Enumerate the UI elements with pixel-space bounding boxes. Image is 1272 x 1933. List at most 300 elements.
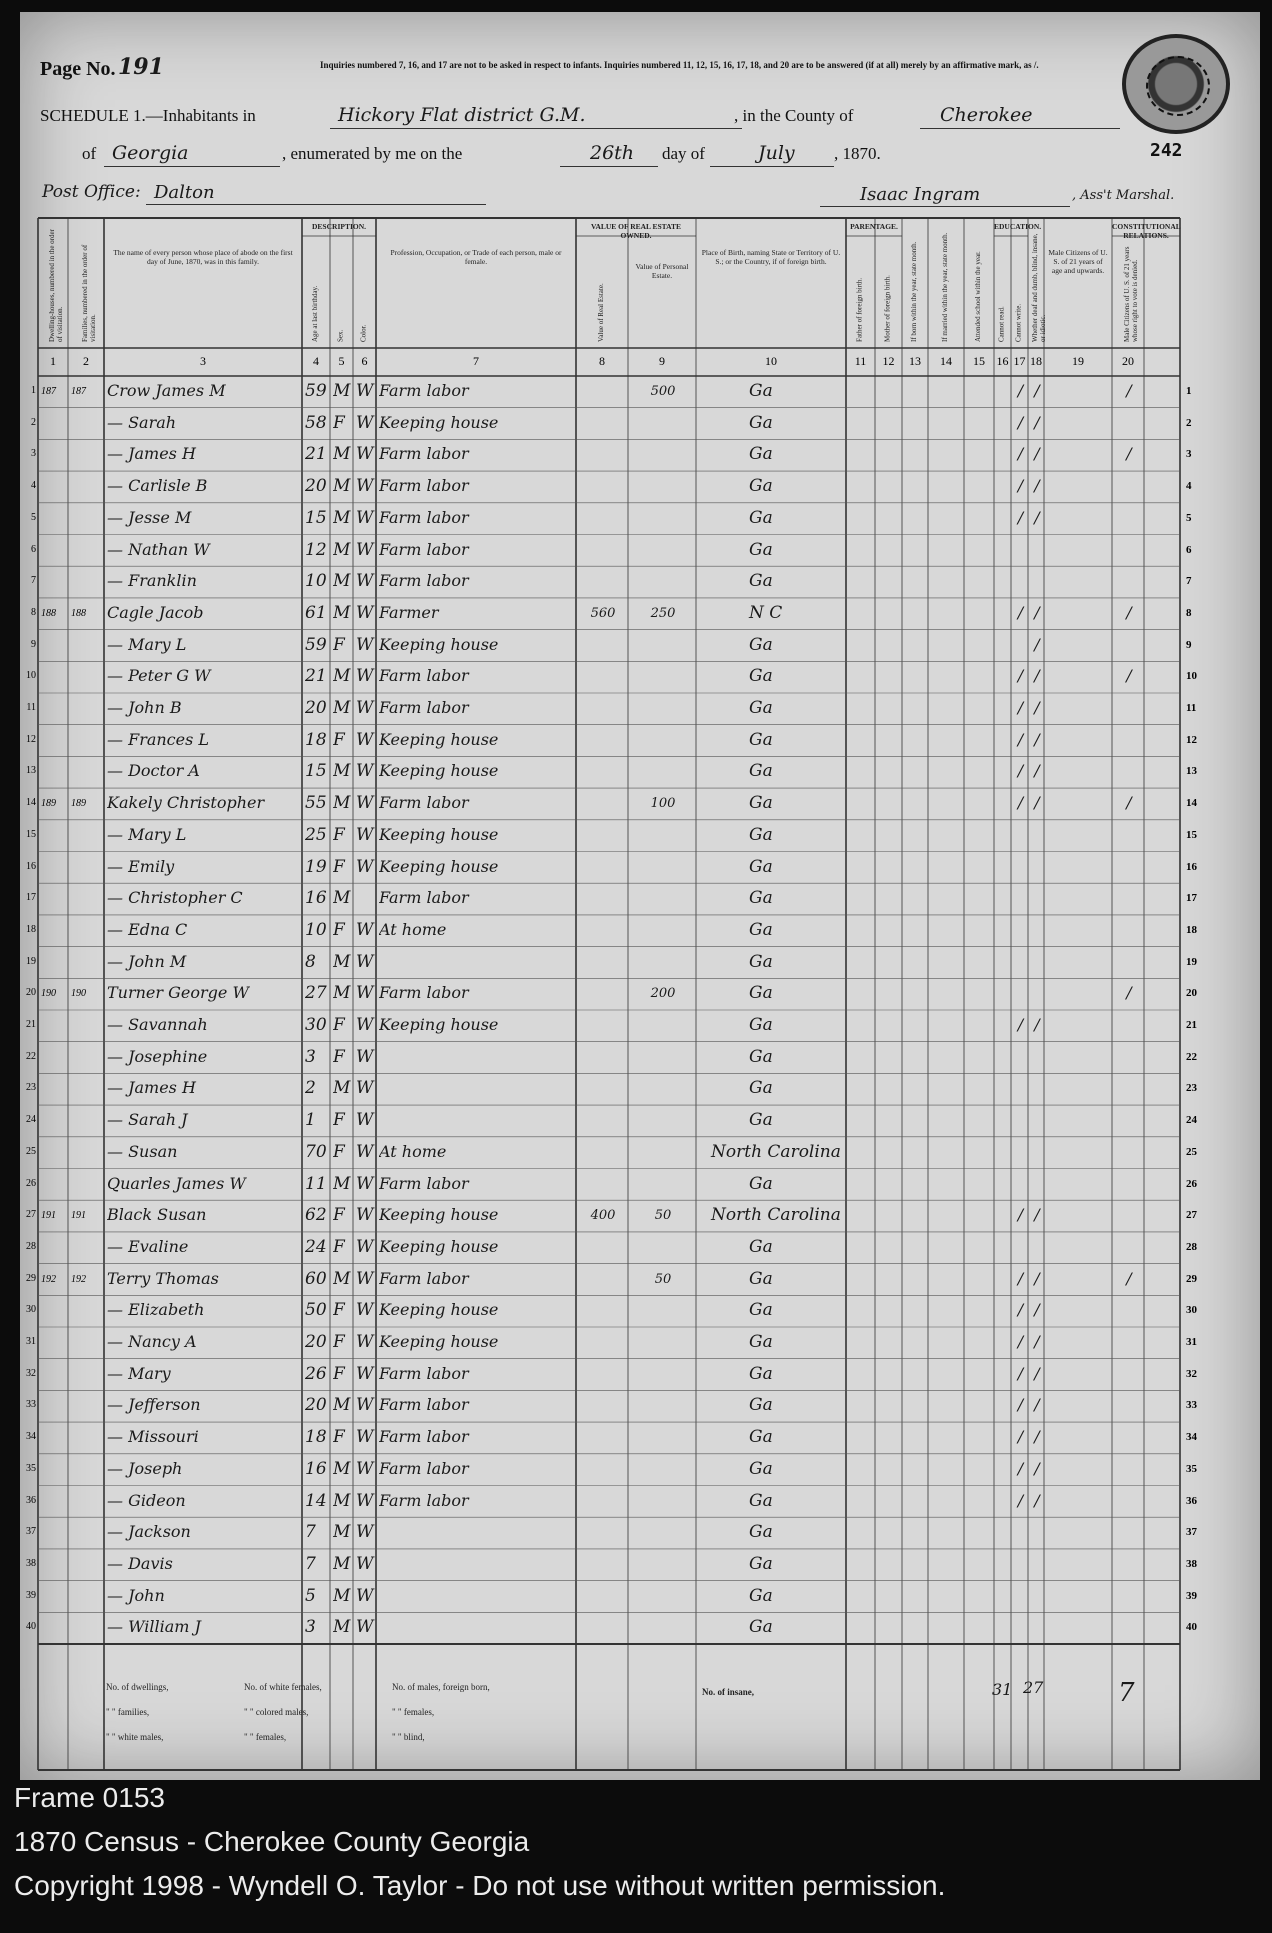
cell-age: 55: [305, 793, 327, 814]
cell-c17: /: [1034, 761, 1040, 781]
cell-color: W: [356, 539, 374, 560]
cell-color: W: [356, 381, 374, 401]
cell-color: W: [356, 1078, 374, 1099]
cell-sex: F: [333, 1110, 345, 1131]
right-line-number: 10: [1186, 670, 1197, 683]
post-office: Dalton: [154, 182, 215, 203]
enumeration-day: 26th: [590, 142, 635, 164]
cell-color: W: [356, 1617, 374, 1638]
cell-birthplace: Ga: [749, 1617, 773, 1638]
cell-c17: /: [1034, 1490, 1040, 1510]
cell-name: — Franklin: [107, 571, 197, 591]
cell-c16: /: [1017, 1363, 1024, 1383]
cell-c17: /: [1034, 666, 1040, 686]
cell-color: W: [356, 476, 374, 497]
cell-sex: F: [333, 634, 345, 655]
cell-name: — Savannah: [107, 1015, 208, 1034]
cell-birthplace: North Carolina: [711, 1141, 841, 1162]
right-line-number: 5: [1186, 511, 1192, 524]
cell-age: 16: [305, 1458, 327, 1479]
cell-age: 58: [305, 412, 327, 433]
cell-name: — Frances L: [107, 729, 210, 749]
cell-age: 59: [305, 634, 327, 655]
cell-sex: M: [333, 381, 351, 401]
cell-birthplace: Ga: [749, 856, 773, 877]
cell-family: 191: [71, 1210, 86, 1222]
column-header-6: Color.: [359, 324, 368, 342]
cell-color: W: [356, 983, 374, 1004]
cell-occupation: Farm labor: [379, 793, 469, 813]
cell-age: 30: [305, 1015, 327, 1035]
cell-age: 11: [305, 1173, 327, 1194]
cell-name: Quarles James W: [107, 1173, 246, 1193]
cell-age: 18: [305, 729, 327, 750]
cell-occupation: Keeping house: [379, 1332, 499, 1351]
right-line-number: 33: [1186, 1399, 1197, 1412]
cell-c17: /: [1034, 602, 1040, 622]
cell-sex: F: [333, 919, 345, 940]
cell-age: 16: [305, 888, 327, 909]
cell-color: W: [356, 1490, 374, 1511]
cell-name: — Elizabeth: [107, 1300, 205, 1320]
cell-c19: /: [1126, 1268, 1132, 1288]
cell-birthplace: Ga: [749, 793, 773, 814]
right-line-number: 15: [1186, 828, 1197, 841]
cell-name: Turner George W: [107, 983, 249, 1003]
cell-occupation: Farm labor: [379, 1268, 469, 1288]
cell-birthplace: N C: [749, 602, 783, 623]
cell-name: — Josephine: [107, 1046, 208, 1066]
cell-age: 3: [305, 1617, 316, 1638]
column-header-9: Value of Personal Estate.: [635, 262, 689, 280]
cell-sex: F: [333, 1015, 345, 1035]
cell-dwelling: 192: [41, 1273, 56, 1285]
cell-color: W: [356, 698, 374, 718]
left-line-number: 30: [26, 1304, 36, 1316]
left-line-number: 14: [26, 797, 36, 809]
column-header-17: Cannot write.: [1014, 303, 1023, 342]
right-line-number: 30: [1186, 1304, 1197, 1317]
cell-c16: /: [1017, 1395, 1024, 1415]
cell-name: Cagle Jacob: [107, 602, 204, 622]
cell-sex: M: [333, 1458, 351, 1479]
instructions: Inquiries numbered 7, 16, and 17 are not to be asked in respect to infants. Inquiries numbered 11, 12, 15, 16, 17, 18, and 20 are to be answered (if at all) merely by an affirmative mark, as /.: [320, 60, 1039, 70]
cell-name: — James H: [107, 444, 196, 464]
state: Georgia: [112, 142, 189, 164]
cell-c17: /: [1034, 1300, 1040, 1320]
cell-age: 15: [305, 507, 327, 528]
left-line-number: 3: [31, 448, 36, 460]
cell-name: — Joseph: [107, 1458, 183, 1478]
cell-occupation: Farm labor: [379, 571, 469, 591]
column-number-20: 20: [1122, 354, 1134, 368]
cell-occupation: Farmer: [379, 602, 439, 622]
cell-c16: /: [1017, 729, 1024, 749]
cell-age: 27: [305, 983, 327, 1004]
cell-sex: M: [333, 666, 351, 687]
cell-name: — Nathan W: [107, 539, 210, 559]
cell-birthplace: Ga: [749, 666, 773, 687]
cell-age: 14: [305, 1490, 327, 1511]
column-number-12: 12: [882, 354, 895, 368]
cell-color: W: [356, 1458, 374, 1479]
left-line-number: 9: [31, 638, 36, 650]
cell-occupation: Farm labor: [379, 888, 469, 908]
cell-birthplace: Ga: [749, 919, 773, 940]
cell-occupation: Keeping house: [379, 824, 499, 844]
cell-c17: /: [1034, 444, 1040, 464]
cell-dwelling: 187: [41, 386, 56, 397]
cell-occupation: Farm labor: [379, 666, 469, 686]
cell-occupation: Farm labor: [379, 698, 469, 717]
right-line-number: 38: [1186, 1557, 1197, 1570]
cell-birthplace: Ga: [749, 1363, 773, 1384]
right-line-number: 8: [1186, 606, 1192, 619]
right-line-number: 24: [1186, 1114, 1197, 1127]
schedule-label: SCHEDULE 1.—Inhabitants in: [40, 106, 256, 125]
column-number-1: 1: [50, 354, 56, 368]
cell-personal: 500: [650, 384, 676, 399]
image-caption: [14, 1776, 945, 1908]
cell-color: W: [356, 444, 374, 465]
cell-sex: M: [333, 1585, 351, 1606]
left-line-number: 38: [26, 1557, 36, 1569]
cell-occupation: Farm labor: [379, 507, 469, 527]
right-line-number: 2: [1186, 416, 1192, 429]
footer-dwellings: No. of dwellings,: [106, 1682, 169, 1692]
right-line-number: 13: [1186, 765, 1197, 778]
cell-c17: /: [1034, 412, 1040, 432]
cell-color: W: [356, 602, 374, 623]
cell-c16: /: [1017, 1015, 1024, 1034]
column-number-5: 5: [338, 354, 345, 368]
cell-occupation: Farm labor: [379, 1427, 469, 1447]
left-line-number: 27: [26, 1209, 36, 1221]
right-line-number: 11: [1186, 702, 1197, 714]
census-sheet: [20, 12, 1260, 1780]
cell-sex: F: [333, 1332, 345, 1352]
left-line-number: 24: [26, 1114, 36, 1126]
cell-sex: M: [333, 1173, 351, 1194]
cell-color: W: [356, 1141, 374, 1162]
cell-age: 7: [305, 1553, 316, 1574]
cell-color: W: [356, 1300, 374, 1321]
cell-birthplace: Ga: [749, 1332, 773, 1352]
cell-color: W: [356, 1522, 374, 1543]
left-line-number: 5: [31, 511, 36, 523]
right-line-number: 26: [1186, 1177, 1197, 1190]
cell-personal: 100: [650, 796, 676, 812]
column-header-2: Families, numbered in the order of visitation.: [81, 244, 97, 342]
right-line-number: 36: [1186, 1494, 1197, 1507]
caption-frame: Frame 0153: [14, 1782, 165, 1813]
column-number-8: 8: [599, 354, 605, 368]
right-line-number: 12: [1186, 733, 1197, 746]
footer-foreign-females: " " females,: [392, 1707, 435, 1717]
cell-birthplace: Ga: [749, 1015, 773, 1035]
cell-color: W: [356, 1046, 374, 1067]
cell-c16: /: [1017, 507, 1024, 527]
column-number-4: 4: [313, 354, 319, 368]
left-line-number: 16: [26, 860, 36, 872]
left-line-number: 19: [26, 955, 36, 967]
cell-c17: /: [1034, 1458, 1040, 1478]
cell-birthplace: Ga: [749, 761, 773, 782]
left-line-number: 17: [26, 892, 36, 904]
cell-age: 1: [305, 1110, 316, 1131]
cell-birthplace: Ga: [749, 698, 773, 718]
cell-family: 190: [71, 988, 86, 1000]
cell-age: 20: [305, 698, 327, 718]
cell-sex: M: [333, 1490, 351, 1511]
enumeration-month: July: [758, 142, 795, 164]
left-line-number: 7: [31, 575, 36, 587]
cell-occupation: Farm labor: [379, 1490, 469, 1510]
right-line-number: 28: [1186, 1240, 1197, 1253]
footer-foreign-males: No. of males, foreign born,: [392, 1682, 490, 1692]
cell-name: Black Susan: [107, 1205, 207, 1225]
column-header-19: Male Citizens of U. S. of 21 years of age and upwards.: [1048, 248, 1108, 275]
cell-sex: M: [333, 602, 351, 623]
group-header-parentage: PARENTAGE.: [850, 222, 898, 231]
left-line-number: 25: [26, 1145, 36, 1157]
cell-name: — Evaline: [107, 1236, 189, 1256]
cell-name: — Edna C: [107, 919, 188, 939]
right-line-number: 19: [1186, 955, 1197, 968]
cell-birthplace: Ga: [749, 1395, 773, 1416]
right-line-number: 4: [1186, 480, 1192, 493]
cell-age: 24: [305, 1236, 327, 1257]
cell-birthplace: Ga: [749, 1078, 773, 1099]
cell-occupation: Keeping house: [379, 856, 499, 876]
cell-sex: M: [333, 793, 351, 814]
cell-age: 8: [305, 951, 316, 972]
right-line-number: 27: [1186, 1209, 1197, 1222]
cell-c16: /: [1017, 761, 1024, 781]
cell-occupation: Keeping house: [379, 729, 499, 749]
column-header-11: Father of foreign birth.: [855, 277, 864, 342]
cell-birthplace: Ga: [749, 444, 773, 465]
cell-name: — James H: [107, 1078, 196, 1098]
cell-color: W: [356, 919, 374, 940]
cell-color: W: [356, 1173, 374, 1194]
cell-occupation: Farm labor: [379, 1395, 469, 1415]
column-header-14: If married within the year, state month.: [941, 232, 949, 342]
cell-c16: /: [1017, 444, 1024, 464]
cell-age: 59: [305, 381, 327, 401]
cell-sex: M: [333, 1553, 351, 1574]
cell-sex: F: [333, 1205, 345, 1226]
cell-color: W: [356, 1585, 374, 1606]
cell-name: — Mary L: [107, 824, 187, 844]
cell-occupation: Keeping house: [379, 1236, 499, 1256]
cell-birthplace: Ga: [749, 1458, 773, 1479]
cell-color: W: [356, 1110, 374, 1131]
cell-sex: F: [333, 824, 345, 845]
cell-occupation: Keeping house: [379, 634, 499, 654]
cell-birthplace: Ga: [749, 983, 773, 1004]
cell-birthplace: Ga: [749, 1300, 773, 1321]
cell-real: 400: [590, 1208, 616, 1224]
left-line-number: 23: [26, 1082, 36, 1094]
cell-name: — Emily: [107, 856, 175, 876]
left-line-number: 39: [26, 1589, 36, 1601]
left-line-number: 8: [31, 606, 36, 618]
cell-c16: /: [1017, 381, 1024, 400]
footer-females: " " females,: [244, 1732, 287, 1742]
cell-color: W: [356, 1363, 374, 1384]
cell-family: 192: [71, 1273, 86, 1285]
cell-sex: F: [333, 1363, 345, 1384]
cell-c16: /: [1017, 1268, 1024, 1288]
cell-birthplace: Ga: [749, 1427, 773, 1448]
cell-sex: M: [333, 1617, 351, 1638]
column-number-17: 17: [1013, 354, 1026, 368]
cell-occupation: Farm labor: [379, 476, 469, 496]
cell-occupation: Farm labor: [379, 1458, 469, 1478]
left-line-number: 15: [26, 828, 36, 840]
right-line-number: 21: [1186, 1019, 1197, 1031]
cell-age: 18: [305, 1427, 327, 1448]
cell-personal: 50: [654, 1271, 672, 1287]
cell-name: — John: [107, 1585, 165, 1605]
column-number-15: 15: [973, 354, 985, 368]
cell-sex: F: [333, 412, 345, 433]
cell-name: — Sarah: [107, 412, 177, 432]
cell-sex: F: [333, 1046, 345, 1067]
column-header-4: Age at last birthday.: [311, 285, 319, 342]
cell-c17: /: [1034, 476, 1040, 496]
cell-name: — Gideon: [107, 1490, 186, 1510]
cell-age: 7: [305, 1522, 316, 1543]
cell-name: — Mary: [107, 1363, 171, 1383]
column-number-11: 11: [854, 354, 867, 368]
right-line-number: 3: [1186, 448, 1192, 461]
cell-color: W: [356, 1427, 374, 1448]
cell-c19: /: [1126, 381, 1132, 400]
cell-sex: M: [333, 539, 351, 560]
group-header-education: EDUCATION.: [994, 222, 1042, 231]
cell-sex: M: [333, 476, 351, 497]
cell-name: — Susan: [107, 1141, 178, 1161]
cell-dwelling: 191: [41, 1210, 56, 1222]
cell-birthplace: Ga: [749, 1585, 773, 1606]
column-number-14: 14: [940, 354, 952, 368]
cell-age: 70: [305, 1141, 327, 1162]
cell-name: — Jackson: [107, 1522, 191, 1542]
cell-age: 60: [305, 1268, 327, 1289]
cell-sex: F: [333, 1236, 345, 1257]
cell-dwelling: 189: [41, 798, 56, 810]
left-line-number: 1: [31, 385, 36, 396]
left-line-number: 35: [26, 1462, 36, 1474]
cell-age: 21: [305, 444, 327, 465]
cell-c17: /: [1034, 381, 1040, 400]
cell-birthplace: Ga: [749, 539, 773, 560]
right-line-number: 29: [1186, 1272, 1197, 1285]
cell-color: W: [356, 1268, 374, 1289]
cell-occupation: Farm labor: [379, 381, 469, 400]
cell-age: 20: [305, 476, 327, 497]
left-line-number: 6: [31, 543, 36, 555]
cell-occupation: Keeping house: [379, 1205, 499, 1225]
cell-sex: M: [333, 507, 351, 528]
cell-personal: 250: [650, 605, 676, 621]
cell-color: W: [356, 666, 374, 687]
cell-age: 2: [305, 1078, 316, 1099]
cell-c17: /: [1034, 1427, 1040, 1447]
column-number-9: 9: [659, 354, 665, 368]
left-line-number: 20: [26, 987, 36, 999]
cell-occupation: Keeping house: [379, 1015, 499, 1034]
cell-c17: /: [1034, 507, 1040, 527]
cell-occupation: At home: [379, 919, 447, 939]
cell-c17: /: [1034, 1268, 1040, 1288]
cell-name: — Carlisle B: [107, 476, 208, 496]
cell-name: — Peter G W: [107, 666, 211, 686]
cell-c16: /: [1017, 412, 1024, 432]
cell-c16: /: [1017, 1205, 1024, 1225]
cell-occupation: At home: [379, 1141, 447, 1161]
cell-c19: /: [1126, 602, 1132, 622]
cell-birthplace: Ga: [749, 412, 773, 433]
county: Cherokee: [940, 104, 1033, 126]
left-line-number: 33: [26, 1399, 36, 1411]
cell-birthplace: Ga: [749, 1553, 773, 1574]
cell-c17: /: [1034, 698, 1040, 717]
column-number-18: 18: [1030, 354, 1042, 368]
right-line-number: 40: [1186, 1621, 1197, 1634]
right-line-number: 1: [1186, 385, 1192, 397]
left-line-number: 40: [26, 1621, 36, 1633]
column-header-3: The name of every person whose place of abode on the first day of June, 1870, was in this family.: [113, 248, 293, 266]
column-header-13: If born within the year, state month.: [910, 241, 918, 342]
left-line-number: 4: [31, 480, 36, 492]
left-line-number: 34: [26, 1431, 36, 1443]
left-line-number: 21: [26, 1019, 36, 1030]
enumerated-label: , enumerated by me on the: [282, 144, 463, 163]
left-line-number: 32: [26, 1367, 36, 1379]
cell-birthplace: Ga: [749, 888, 773, 909]
cell-birthplace: Ga: [749, 507, 773, 528]
cell-sex: M: [333, 1268, 351, 1289]
right-line-number: 31: [1186, 1336, 1197, 1348]
cell-name: — John M: [107, 951, 187, 971]
footer-insane: No. of insane,: [702, 1687, 755, 1697]
cell-age: 62: [305, 1205, 327, 1226]
right-line-number: 16: [1186, 860, 1197, 873]
group-header-value: VALUE OF REAL ESTATE OWNED.: [591, 222, 681, 240]
cell-occupation: Farm labor: [379, 1173, 469, 1193]
group-header-description: DESCRIPTION.: [312, 222, 366, 231]
cell-age: 50: [305, 1300, 327, 1321]
cell-name: — Missouri: [107, 1427, 199, 1447]
right-line-number: 18: [1186, 923, 1197, 936]
cell-c17: /: [1034, 1395, 1040, 1415]
cell-c16: /: [1017, 1490, 1024, 1510]
cell-sex: M: [333, 888, 351, 909]
enumeration-year: , 1870.: [834, 144, 881, 163]
cell-birthplace: Ga: [749, 1490, 773, 1511]
cell-color: W: [356, 729, 374, 750]
left-line-number: 11: [26, 702, 36, 713]
right-line-number: 9: [1186, 638, 1192, 651]
cell-c17: /: [1034, 1363, 1040, 1383]
cell-c16: /: [1017, 1332, 1024, 1351]
day-of-label: day of: [662, 144, 705, 163]
group-header-constitutional: CONSTITUTIONAL RELATIONS.: [1112, 222, 1181, 240]
caption-copyright: Copyright 1998 - Wyndell O. Taylor - Do not use without written permission.: [14, 1870, 946, 1901]
